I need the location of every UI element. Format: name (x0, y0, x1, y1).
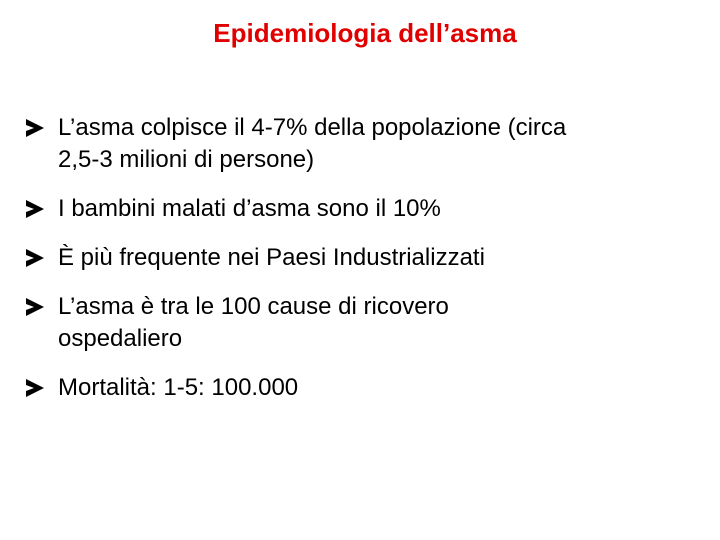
arrow-right-triangle-icon (24, 193, 58, 225)
arrow-right-triangle-icon (24, 112, 58, 144)
bullet-item (24, 242, 704, 274)
bullet-text: L’asma colpisce il 4-7% della popolazione (circa 2,5-3 milioni di persone) (58, 114, 567, 173)
bullet-text: È più frequente nei Paesi Industrializzati (58, 244, 485, 271)
arrow-right-triangle-icon (24, 372, 58, 404)
bullet-text: L’asma è tra le 100 cause di ricovero ospedaliero (58, 293, 449, 352)
bullet-item (24, 372, 704, 404)
slide-title: Epidemiologia dell’asma (213, 18, 517, 48)
arrow-right-triangle-icon (24, 291, 58, 323)
bullet-item (24, 112, 704, 176)
bullet-text: I bambini malati d’asma sono il 10% (58, 195, 441, 222)
arrow-right-triangle-icon (24, 242, 58, 274)
bullet-item (24, 193, 704, 225)
bullet-item (24, 291, 704, 355)
bullet-list (24, 112, 704, 421)
bullet-text: Mortalità: 1-5: 100.000 (58, 374, 299, 401)
